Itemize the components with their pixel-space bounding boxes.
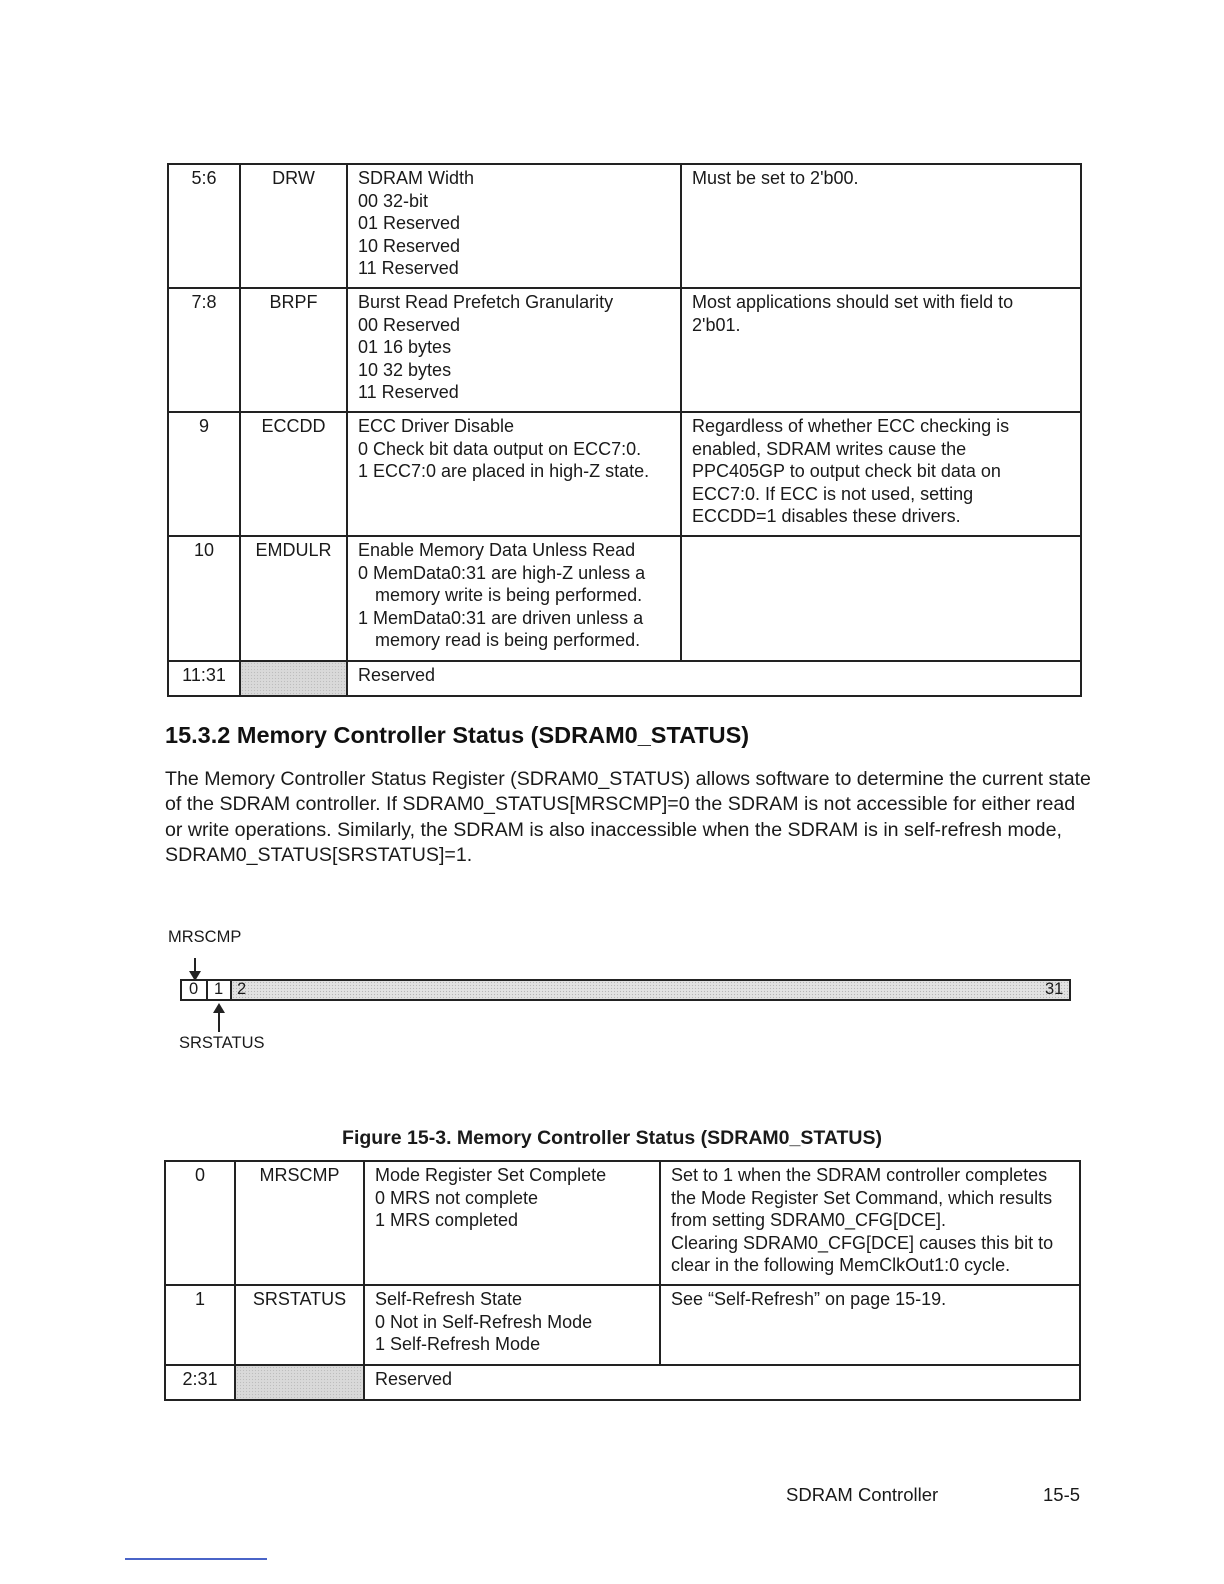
bit31-label: 31 bbox=[1045, 980, 1064, 998]
comment-line: Clearing SDRAM0_CFG[DCE] causes this bit to bbox=[671, 1232, 1054, 1253]
field-cell: MRSCMP bbox=[235, 1161, 364, 1285]
bit2-label: 2 bbox=[237, 980, 247, 998]
table-row bbox=[165, 1285, 1080, 1365]
description-cell bbox=[364, 1365, 1080, 1400]
reserved-bits-area bbox=[232, 980, 1070, 1000]
bits-cell: 2:31 bbox=[165, 1365, 235, 1400]
table-row bbox=[165, 1161, 1080, 1285]
desc-line: 1 MRS completed bbox=[375, 1210, 519, 1231]
description-cell bbox=[364, 1161, 660, 1285]
desc-line: Enable Memory Data Unless Read bbox=[358, 540, 636, 560]
bit-field-graphic bbox=[160, 924, 1080, 1064]
desc-line: 0 Check bit data output on ECC7:0. bbox=[358, 438, 642, 459]
table-row bbox=[168, 412, 1081, 536]
comments-cell bbox=[681, 164, 1081, 288]
description-cell bbox=[347, 412, 681, 536]
desc-line: memory read is being performed. bbox=[375, 630, 641, 651]
reserved-shaded-cell bbox=[235, 1365, 364, 1400]
bit0-label: 0 bbox=[189, 980, 199, 998]
desc-line: 1 ECC7:0 are placed in high-Z state. bbox=[358, 461, 650, 482]
comments-cell bbox=[660, 1285, 1080, 1365]
table-row bbox=[168, 164, 1081, 288]
desc-line: 0 Not in Self-Refresh Mode bbox=[375, 1311, 593, 1332]
desc-line: SDRAM Width bbox=[358, 168, 475, 188]
comment-line: ECC7:0. If ECC is not used, setting bbox=[692, 483, 974, 504]
field-cell: ECCDD bbox=[240, 412, 347, 536]
comment-line: Most applications should set with field to bbox=[692, 292, 1014, 312]
desc-line: Mode Register Set Complete bbox=[375, 1165, 607, 1185]
comment-line: enabled, SDRAM writes cause the bbox=[692, 438, 967, 459]
bits-cell: 10 bbox=[168, 536, 240, 661]
field-cell: EMDULR bbox=[240, 536, 347, 661]
srstatus-label: SRSTATUS bbox=[179, 1034, 265, 1052]
bits-cell: 5:6 bbox=[168, 164, 240, 288]
status-register-table bbox=[164, 1160, 1081, 1401]
description-cell bbox=[347, 288, 681, 412]
comment-line: from setting SDRAM0_CFG[DCE]. bbox=[671, 1210, 947, 1231]
mrscmp-label: MRSCMP bbox=[168, 928, 242, 946]
field-cell: BRPF bbox=[240, 288, 347, 412]
bits-cell: 9 bbox=[168, 412, 240, 536]
page-rule bbox=[125, 1558, 267, 1560]
description-cell bbox=[347, 661, 1081, 696]
desc-line: 1 Self-Refresh Mode bbox=[375, 1334, 541, 1355]
bits-cell: 7:8 bbox=[168, 288, 240, 412]
reserved-shaded-cell bbox=[240, 661, 347, 696]
comment-line: 2'b01. bbox=[692, 314, 741, 335]
table-row bbox=[168, 661, 1081, 696]
comment-line: Must be set to 2'b00. bbox=[692, 168, 859, 188]
table-row bbox=[165, 1365, 1080, 1400]
desc-line: 11 Reserved bbox=[358, 382, 459, 403]
section-paragraph: The Memory Controller Status Register (SDRAM0_STATUS) allows software to determine the current state of the SDRAM controller. If SDRAM0_STATUS[MRSCMP]=0 the SDRAM is not accessible for either read or write operations. Similarly, the SDRAM is also inaccessible when the SDRAM is in self-refresh mode, SDRAM0_STATUS[SRSTATUS]=1. bbox=[165, 768, 1091, 866]
desc-line: 0 MRS not complete bbox=[375, 1187, 539, 1208]
table-row bbox=[168, 288, 1081, 412]
table-row bbox=[168, 536, 1081, 661]
footer-chapter: SDRAM Controller bbox=[786, 1484, 939, 1505]
bits-cell: 0 bbox=[165, 1161, 235, 1285]
comment-line: ECCDD=1 disables these drivers. bbox=[692, 506, 961, 527]
figure-caption: Figure 15-3. Memory Controller Status (SDRAM0_STATUS) bbox=[342, 1127, 882, 1149]
desc-line: 00 Reserved bbox=[358, 314, 461, 335]
field-cell: DRW bbox=[240, 164, 347, 288]
bits-cell: 1 bbox=[165, 1285, 235, 1365]
desc-line: Reserved bbox=[375, 1369, 453, 1389]
comments-cell bbox=[660, 1161, 1080, 1285]
desc-line: 01 16 bytes bbox=[358, 337, 452, 358]
description-cell bbox=[347, 536, 681, 661]
comment-line: Regardless of whether ECC checking is bbox=[692, 416, 1010, 436]
desc-line: 00 32-bit bbox=[358, 190, 429, 211]
desc-line: 10 32 bytes bbox=[358, 359, 452, 380]
desc-line: 1 MemData0:31 are driven unless a bbox=[358, 607, 644, 628]
comments-cell bbox=[681, 536, 1081, 661]
desc-line: Reserved bbox=[358, 665, 436, 685]
register-bit-diagram bbox=[160, 924, 1080, 1064]
field-cell: SRSTATUS bbox=[235, 1285, 364, 1365]
arrow-up-icon bbox=[213, 1003, 225, 1013]
comment-line: the Mode Register Set Command, which results bbox=[671, 1187, 1053, 1208]
description-cell bbox=[347, 164, 681, 288]
comments-cell bbox=[681, 288, 1081, 412]
desc-line: Self-Refresh State bbox=[375, 1289, 523, 1309]
description-cell bbox=[364, 1285, 660, 1365]
comment-line: See “Self-Refresh” on page 15-19. bbox=[671, 1289, 947, 1309]
comments-cell bbox=[681, 412, 1081, 536]
comment-line: PPC405GP to output check bit data on bbox=[692, 461, 1001, 482]
bit1-label: 1 bbox=[214, 980, 224, 998]
footer-page-number: 15-5 bbox=[1043, 1484, 1081, 1505]
bits-cell: 11:31 bbox=[168, 661, 240, 696]
desc-line: Burst Read Prefetch Granularity bbox=[358, 292, 614, 312]
cfg-register-table bbox=[167, 163, 1082, 697]
desc-line: memory write is being performed. bbox=[375, 585, 643, 606]
comment-line: Set to 1 when the SDRAM controller completes bbox=[671, 1165, 1048, 1185]
section-heading: 15.3.2 Memory Controller Status (SDRAM0_STATUS) bbox=[165, 722, 750, 748]
comment-line: clear in the following MemClkOut1:0 cycle. bbox=[671, 1255, 1011, 1276]
desc-line: 01 Reserved bbox=[358, 213, 461, 234]
desc-line: 10 Reserved bbox=[358, 235, 461, 256]
desc-line: 0 MemData0:31 are high-Z unless a bbox=[358, 562, 646, 583]
desc-line: 11 Reserved bbox=[358, 258, 459, 279]
desc-line: ECC Driver Disable bbox=[358, 416, 515, 436]
